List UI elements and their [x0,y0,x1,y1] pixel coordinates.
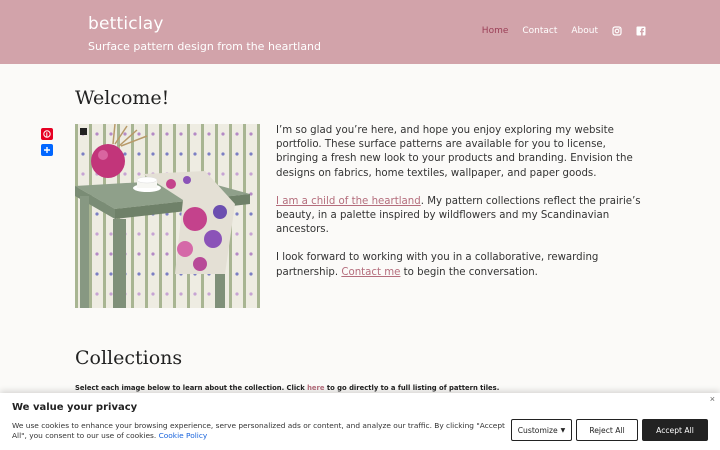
accept-all-button[interactable]: Accept All [642,419,708,441]
instagram-icon[interactable] [612,26,622,36]
collections-heading: Collections [75,347,183,369]
heartland-link[interactable]: I am a child of the heartland [276,195,421,207]
intro-paragraph-2-text: . My pattern collections reflect the prairie’s beauty, in a palette inspired by wildflowers and my Scandinavian ancestors. [276,195,641,236]
site-title[interactable]: betticlay [88,14,164,34]
intro-paragraph-2 [276,195,646,238]
instructions-start: Select each image below to learn about the collection. Click [75,384,308,392]
intro-paragraph-3-end: to begin the conversation. [400,266,538,278]
reject-all-button[interactable]: Reject All [576,419,638,441]
nav-contact[interactable]: Contact [522,26,558,36]
pinterest-icon[interactable] [41,128,53,140]
intro-paragraph-3-start: I look forward to working with you in a collaborative, rewarding partnership. [276,252,599,278]
nav-about[interactable]: About [571,26,598,36]
share-icon[interactable] [41,144,53,156]
hero-photo [75,124,260,308]
cookie-policy-link[interactable]: Cookie Policy [158,431,208,440]
cookie-text [12,421,507,441]
facebook-icon[interactable] [636,26,646,36]
caret-down-icon: ▼ [560,426,566,434]
site-header [0,0,720,64]
intro-paragraph-1: I’m so glad you’re here, and hope you enjoy exploring my website portfolio. These surface patterns are available for you to license, bringing a fresh new look to your products and branding. Envision the designs on fabrics, home textiles, wallpaper, and paper goods. [276,125,633,179]
contact-me-link[interactable]: Contact me [341,266,401,278]
site-tagline: Surface pattern design from the heartland [88,40,322,53]
nav-home[interactable]: Home [481,26,509,36]
collections-instructions [75,384,499,392]
here-link[interactable]: here [307,384,325,392]
cookie-banner [0,393,720,450]
intro-paragraph-3 [276,251,646,279]
instructions-end: to go directly to a full listing of pattern tiles. [324,384,500,392]
welcome-heading: Welcome! [75,87,170,109]
close-icon[interactable]: × [709,394,715,404]
cookie-title: We value your privacy [12,402,138,413]
main-nav [482,26,646,36]
share-bar [41,128,53,156]
customize-button[interactable] [511,419,572,441]
intro-text [276,124,646,294]
cookie-description: We use cookies to enhance your browsing experience, serve personalized ads or content, and analyze our traffic. By clicking "Accept All", you consent to our use of cookies. [12,421,505,440]
customize-label: Customize [517,425,558,435]
